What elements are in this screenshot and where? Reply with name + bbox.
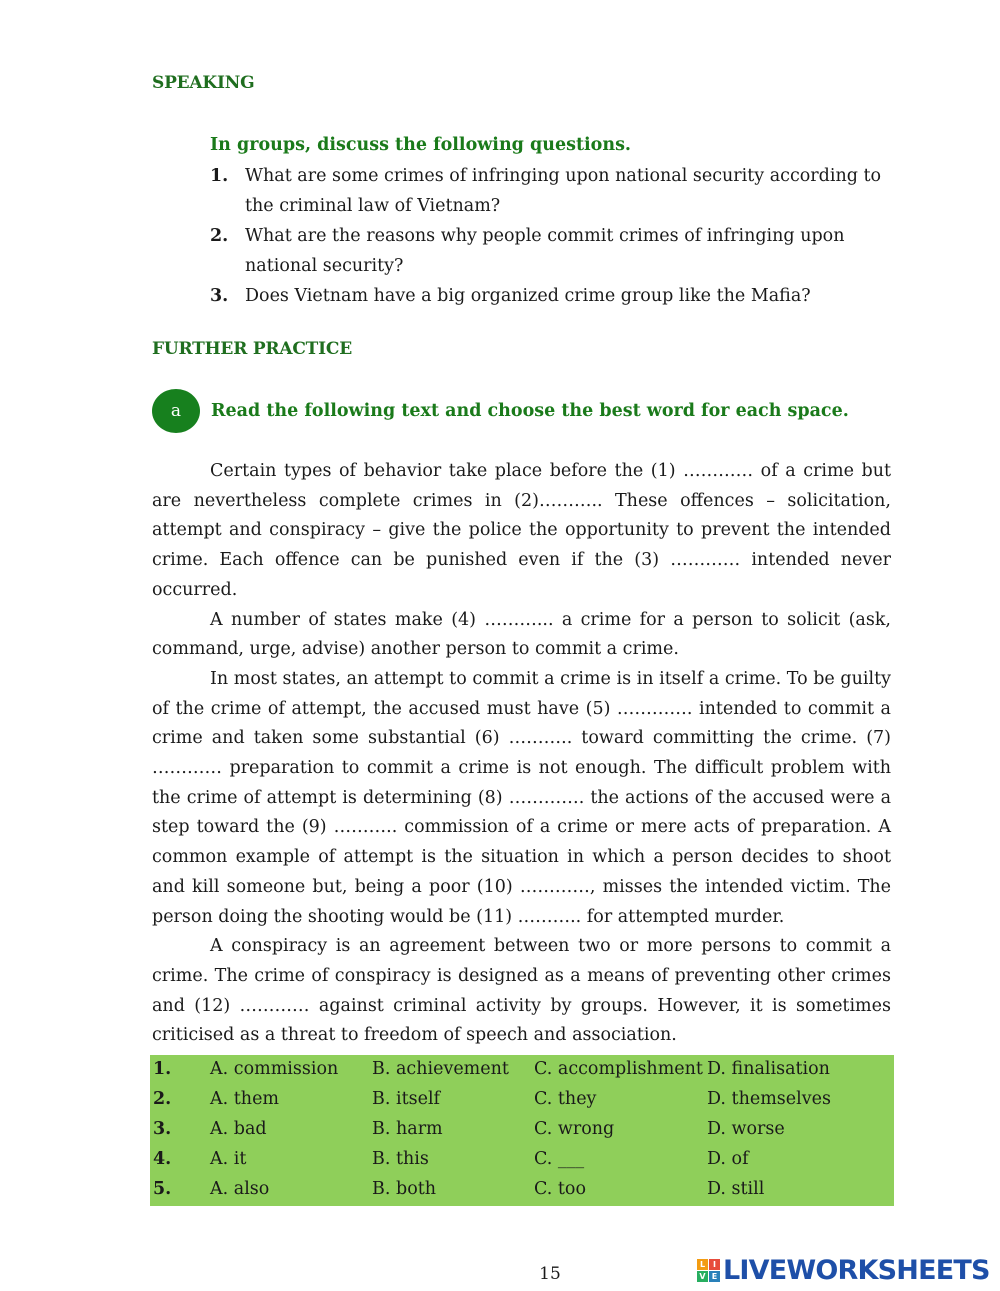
question-text: What are some crimes of infringing upon national security according to the criminal law of Vietnam? [245,166,882,216]
option-c[interactable]: C. they [534,1089,597,1109]
option-d[interactable]: D. themselves [707,1089,831,1109]
logo-letter: E [709,1271,720,1282]
option-c[interactable]: C. accomplishment [534,1059,703,1079]
passage-paragraph: A conspiracy is an agreement between two or more persons to commit a crime. The crime of conspiracy is designed as a means of preventing other crimes and (12) ………… against criminal activity by groups. However, it is sometimes criticised as a threat to freedom of speech and association. [152,936,891,1046]
speaking-question-list [210,161,900,311]
option-row [150,1144,894,1174]
option-c[interactable]: C. too [534,1179,586,1199]
option-number: 4. [153,1149,172,1169]
logo-letter: V [697,1271,708,1282]
option-number: 3. [153,1119,172,1139]
option-number: 5. [153,1179,172,1199]
liveworksheets-logo [697,1252,990,1288]
option-d[interactable]: D. of [707,1149,749,1169]
option-d[interactable]: D. worse [707,1119,785,1139]
option-b[interactable]: B. this [372,1149,429,1169]
option-a[interactable]: A. them [210,1089,280,1109]
question-number: 2. [210,226,229,246]
passage-paragraph: Certain types of behavior take place before the (1) ………… of a crime but are nevertheless complete crimes in (2)……….. These offences – solicitation, attempt and conspiracy – give the police the opportunity to prevent the intended crime. Each offence can be punished even if the (3) ………… intended never occurred. [152,461,891,600]
exercise-badge: a [152,389,200,433]
exercise-instruction: Read the following text and choose the best word for each space. [211,401,849,421]
option-b[interactable]: B. harm [372,1119,443,1139]
option-a[interactable]: A. bad [210,1119,267,1139]
question-number: 1. [210,166,229,186]
option-d[interactable]: D. still [707,1179,765,1199]
option-row [150,1084,894,1114]
option-row [150,1114,894,1144]
reading-passage [152,457,891,1051]
option-c[interactable]: C. ___ [534,1149,585,1169]
option-a[interactable]: A. also [210,1179,270,1199]
option-number: 1. [153,1059,172,1079]
logo-letter: I [709,1259,720,1270]
question-number: 3. [210,286,229,306]
speaking-title: SPEAKING [152,73,255,93]
option-number: 2. [153,1089,172,1109]
question-item [210,221,900,281]
question-item [210,161,900,221]
option-b[interactable]: B. itself [372,1089,441,1109]
speaking-instruction: In groups, discuss the following questions. [210,135,632,155]
passage-paragraph: In most states, an attempt to commit a crime is in itself a crime. To be guilty of the crime of attempt, the accused must have (5) …………. intended to commit a crime and taken some substantial (6) ……….. toward committing the crime. (7) ………… preparation to commit a crime is not enough. The difficult problem with the crime of attempt is determining (8) …………. the actions of the accused were a step toward the (9) ……….. commission of a crime or mere acts of preparation. A common example of attempt is the situation in which a person decides to shoot and kill someone but, being a poor (10) …………, misses the intended victim. The person doing the shooting would be (11) ……….. for attempted murder. [152,668,891,927]
page-number: 15 [539,1264,561,1284]
question-text: What are the reasons why people commit crimes of infringing upon national security? [245,226,845,276]
question-item [210,281,900,311]
option-c[interactable]: C. wrong [534,1119,615,1139]
option-a[interactable]: A. commission [210,1059,339,1079]
option-a[interactable]: A. it [210,1149,247,1169]
further-practice-title: FURTHER PRACTICE [152,339,352,359]
question-text: Does Vietnam have a big organized crime group like the Mafia? [245,286,811,306]
option-d[interactable]: D. finalisation [707,1059,830,1079]
option-row [150,1174,894,1204]
option-b[interactable]: B. both [372,1179,437,1199]
logo-letter: L [697,1259,708,1270]
option-row [150,1054,894,1084]
answer-options-table [150,1055,894,1206]
logo-mark-icon [697,1259,720,1282]
passage-paragraph: A number of states make (4) ………... a crime for a person to solicit (ask, command, urge, advise) another person to commit a crime. [152,609,891,660]
option-b[interactable]: B. achievement [372,1059,509,1079]
logo-text: LIVEWORKSHEETS [723,1254,990,1286]
